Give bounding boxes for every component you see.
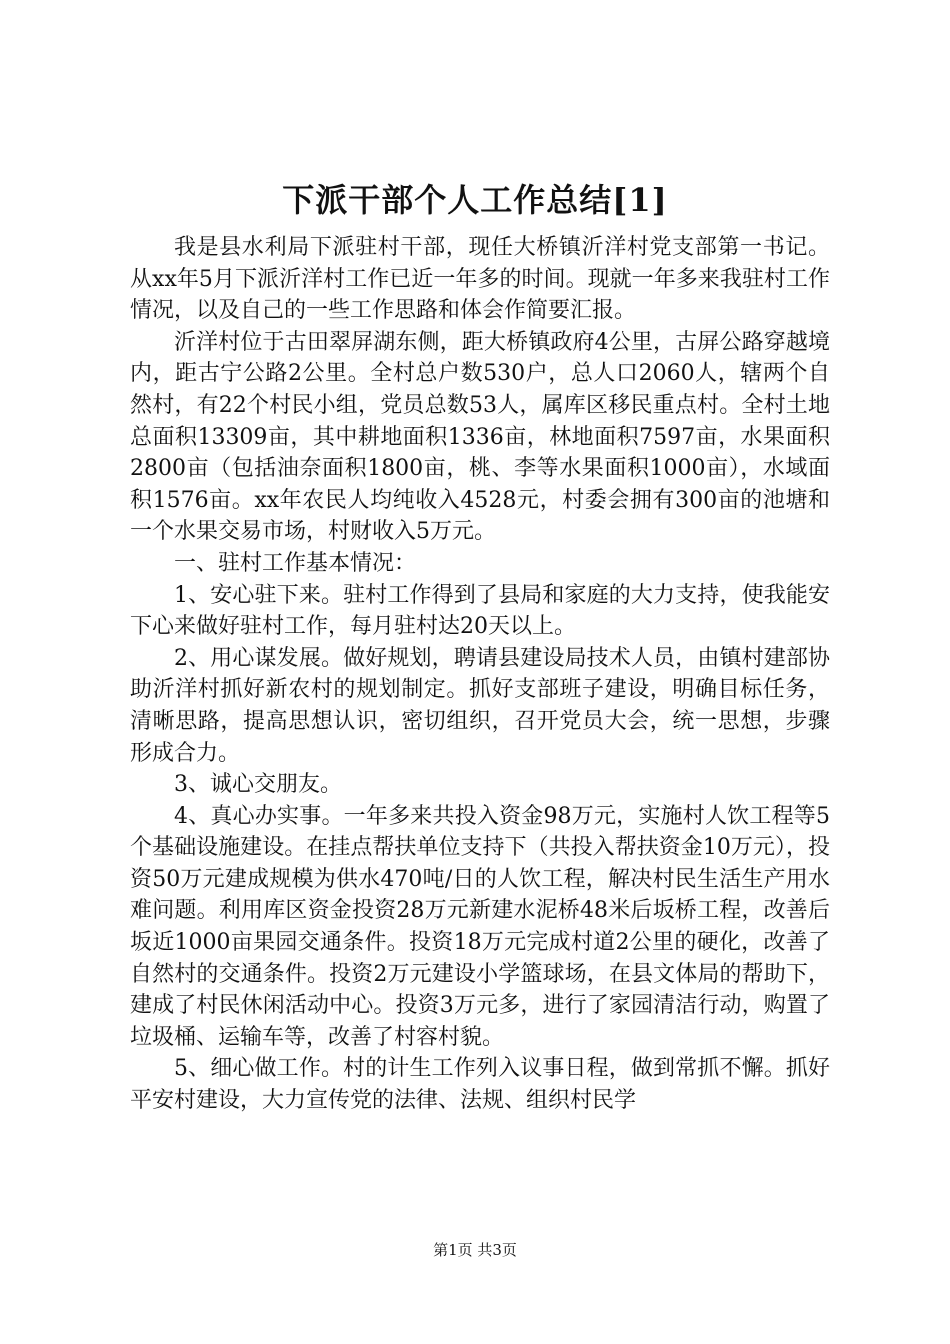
document-body	[130, 232, 830, 1117]
paragraph-item-4: 4、真心办实事。一年多来共投入资金98万元，实施村人饮工程等5个基础设施建设。在挂点帮扶单位支持下（共投入帮扶资金10万元），投资50万元建成规模为供水470吨/日的人饮工程，解决村民生活生产用水难问题。利用库区资金投资28万元新建水泥桥48米后坂桥工程，改善后坂近1000亩果园交通条件。投资18万元完成村道2公里的硬化，改善了自然村的交通条件。投资2万元建设小学篮球场，在县文体局的帮助下，建成了村民休闲活动中心。投资3万元多，进行了家园清洁行动，购置了垃圾桶、运输车等，改善了村容村貌。	[130, 803, 830, 1050]
paragraph-item-1: 1、安心驻下来。驻村工作得到了县局和家庭的大力支持，使我能安下心来做好驻村工作，每月驻村达20天以上。	[130, 582, 830, 640]
paragraph-intro: 我是县水利局下派驻村干部，现任大桥镇沂洋村党支部第一书记。从xx年5月下派沂洋村工作已近一年多的时间。现就一年多来我驻村工作情况，以及自己的一些工作思路和体会作简要汇报。	[130, 235, 830, 324]
paragraph-village-overview: 沂洋村位于古田翠屏湖东侧，距大桥镇政府4公里，古屏公路穿越境内，距古宁公路2公里。全村总户数530户，总人口2060人，辖两个自然村，有22个村民小组，党员总数53人，属库区移民重点村。全村土地总面积13309亩，其中耕地面积1336亩，林地面积7597亩，水果面积2800亩（包括油奈面积1800亩，桃、李等水果面积1000亩），水域面积1576亩。xx年农民人均纯收入4528元，村委会拥有300亩的池塘和一个水果交易市场，村财收入5万元。	[130, 329, 830, 545]
page-number-footer: 第1页 共3页	[433, 1241, 517, 1259]
paragraph-item-2: 2、用心谋发展。做好规划，聘请县建设局技术人员，由镇村建部协助沂洋村抓好新农村的规划制定。抓好支部班子建设，明确目标任务，清晰思路，提高思想认识，密切组织，召开党员大会，统一思想，步骤形成合力。	[130, 645, 830, 766]
paragraph-item-5: 5、细心做工作。村的计生工作列入议事日程，做到常抓不懈。抓好平安村建设，大力宣传党的法律、法规、组织村民学	[130, 1056, 830, 1114]
section-heading-basic-situation: 一、驻村工作基本情况：	[174, 550, 417, 576]
document-title: 下派干部个人工作总结[1]	[282, 181, 668, 219]
paragraph-item-3: 3、诚心交朋友。	[174, 772, 342, 798]
